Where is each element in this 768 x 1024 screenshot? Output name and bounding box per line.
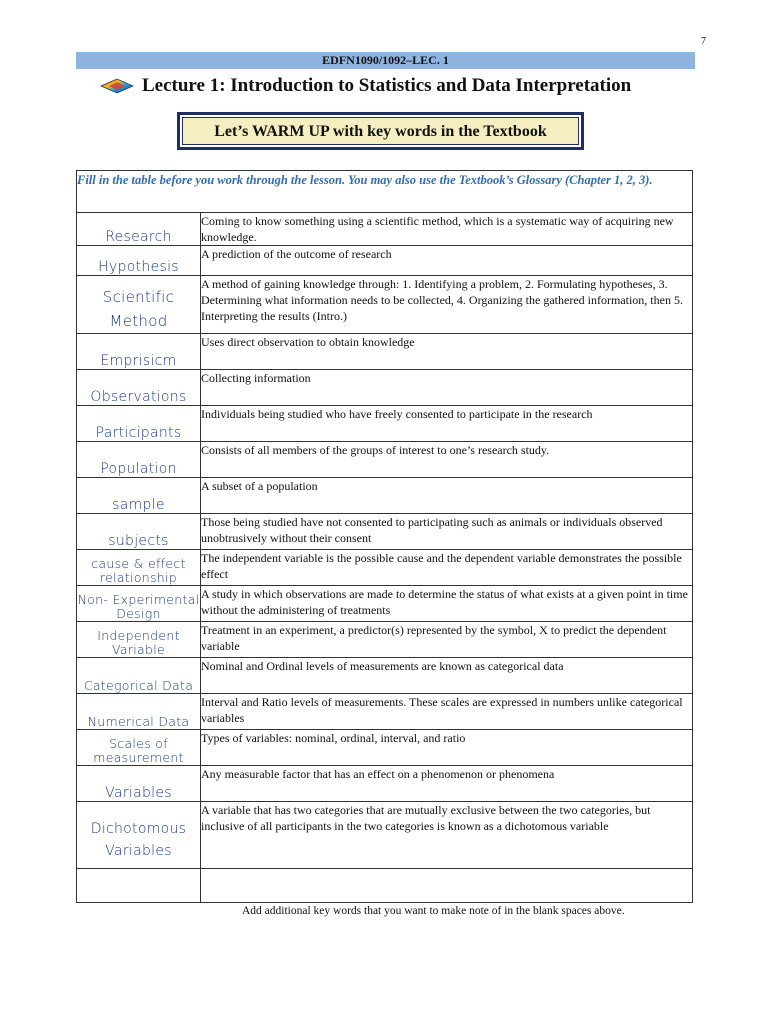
term-text: Participants bbox=[95, 425, 182, 441]
instruction-row bbox=[77, 171, 693, 213]
term-cell[interactable] bbox=[77, 276, 201, 334]
page-title: Lecture 1: Introduction to Statistics and Data Interpretation bbox=[142, 75, 632, 96]
definition-cell: Types of variables: nominal, ordinal, interval, and ratio bbox=[201, 730, 693, 766]
term-cell[interactable] bbox=[77, 766, 201, 802]
table-row bbox=[77, 694, 693, 730]
definition-cell: Uses direct observation to obtain knowledge bbox=[201, 334, 693, 370]
table-row bbox=[77, 730, 693, 766]
table-row bbox=[77, 478, 693, 514]
term-cell[interactable] bbox=[77, 478, 201, 514]
definition-cell: Treatment in an experiment, a predictor(s) represented by the symbol, X to predict the dependent variable bbox=[201, 622, 693, 658]
definition-cell: A prediction of the outcome of research bbox=[201, 246, 693, 276]
term-cell[interactable] bbox=[77, 334, 201, 370]
term-text: subjects bbox=[108, 533, 169, 549]
table-row bbox=[77, 442, 693, 478]
table-row bbox=[77, 622, 693, 658]
table-row bbox=[77, 802, 693, 869]
definition-cell: A method of gaining knowledge through: 1. Identifying a problem, 2. Formulating hypotheses, 3. Determining what information needs to be collected, 4. Organizing the gathered information, then 5. Interpreting the results (Intro.) bbox=[201, 276, 693, 334]
term-cell[interactable] bbox=[77, 406, 201, 442]
glossary-table bbox=[76, 170, 693, 903]
term-text: Independent Variable bbox=[97, 628, 180, 657]
warmup-banner bbox=[177, 112, 584, 150]
warmup-text: Let’s WARM UP with key words in the Textbook bbox=[182, 117, 579, 145]
definition-cell: The independent variable is the possible cause and the dependent variable demonstrates the possible effect bbox=[201, 550, 693, 586]
term-text: Population bbox=[100, 461, 177, 477]
term-cell[interactable] bbox=[77, 622, 201, 658]
term-text: Hypothesis bbox=[98, 259, 179, 275]
table-row bbox=[77, 276, 693, 334]
table-row bbox=[77, 766, 693, 802]
table-row bbox=[77, 246, 693, 276]
term-cell[interactable] bbox=[77, 869, 201, 903]
term-cell[interactable] bbox=[77, 586, 201, 622]
definition-cell: A study in which observations are made to determine the status of what exists at a given point in time without the administering of treatments bbox=[201, 586, 693, 622]
term-text: Research bbox=[105, 229, 172, 245]
instruction-text: Fill in the table before you work through the lesson. You may also use the Textbook’s Glossary (Chapter 1, 2, 3). bbox=[77, 171, 693, 213]
term-cell[interactable] bbox=[77, 514, 201, 550]
term-text: Observations bbox=[90, 389, 187, 405]
table-row bbox=[77, 550, 693, 586]
term-cell[interactable] bbox=[77, 730, 201, 766]
term-text: Categorical Data bbox=[83, 678, 194, 693]
footer-note: Add additional key words that you want to make note of in the blank spaces above. bbox=[242, 905, 625, 917]
term-text: cause & effect relationship bbox=[91, 556, 186, 585]
term-cell[interactable] bbox=[77, 550, 201, 586]
term-text: Emprisicm bbox=[100, 353, 177, 369]
course-code-bar: EDFN1090/1092–LEC. 1 bbox=[76, 52, 695, 69]
term-text: Scales of measurement bbox=[93, 736, 184, 765]
page-number: 7 bbox=[701, 36, 706, 47]
table-row bbox=[77, 514, 693, 550]
term-text: sample bbox=[112, 497, 165, 513]
definition-cell: Consists of all members of the groups of interest to one’s research study. bbox=[201, 442, 693, 478]
definition-cell: Individuals being studied who have freely consented to participate in the research bbox=[201, 406, 693, 442]
definition-cell: Nominal and Ordinal levels of measurements are known as categorical data bbox=[201, 658, 693, 694]
term-cell[interactable] bbox=[77, 213, 201, 246]
title-row bbox=[100, 74, 631, 98]
term-cell[interactable] bbox=[77, 802, 201, 869]
term-text: Variables bbox=[105, 785, 172, 801]
term-text: Dichotomous Variables bbox=[90, 821, 187, 859]
table-row bbox=[77, 213, 693, 246]
table-row bbox=[77, 586, 693, 622]
term-text: Scientific Method bbox=[102, 288, 175, 330]
definition-cell: Any measurable factor that has an effect on a phenomenon or phenomena bbox=[201, 766, 693, 802]
term-cell[interactable] bbox=[77, 442, 201, 478]
3d-surface-icon bbox=[100, 78, 134, 94]
table-row bbox=[77, 334, 693, 370]
definition-cell: Coming to know something using a scientific method, which is a systematic way of acquiring new knowledge. bbox=[201, 213, 693, 246]
definition-cell: Those being studied have not consented to participating such as animals or individuals observed unobtrusively without their consent bbox=[201, 514, 693, 550]
term-cell[interactable] bbox=[77, 370, 201, 406]
term-cell[interactable] bbox=[77, 246, 201, 276]
blank-row bbox=[77, 869, 693, 903]
term-text: Non- Experimental Design bbox=[77, 592, 200, 621]
table-row bbox=[77, 406, 693, 442]
definition-cell: A variable that has two categories that are mutually exclusive between the two categories, but inclusive of all participants in the two categories is known as a dichotomous variable bbox=[201, 802, 693, 869]
term-text: Numerical Data bbox=[87, 714, 190, 729]
table-row bbox=[77, 370, 693, 406]
definition-cell: A subset of a population bbox=[201, 478, 693, 514]
term-cell[interactable] bbox=[77, 694, 201, 730]
term-cell[interactable] bbox=[77, 658, 201, 694]
definition-cell[interactable] bbox=[201, 869, 693, 903]
definition-cell: Interval and Ratio levels of measurements. These scales are expressed in numbers unlike categorical variables bbox=[201, 694, 693, 730]
table-row bbox=[77, 658, 693, 694]
definition-cell: Collecting information bbox=[201, 370, 693, 406]
